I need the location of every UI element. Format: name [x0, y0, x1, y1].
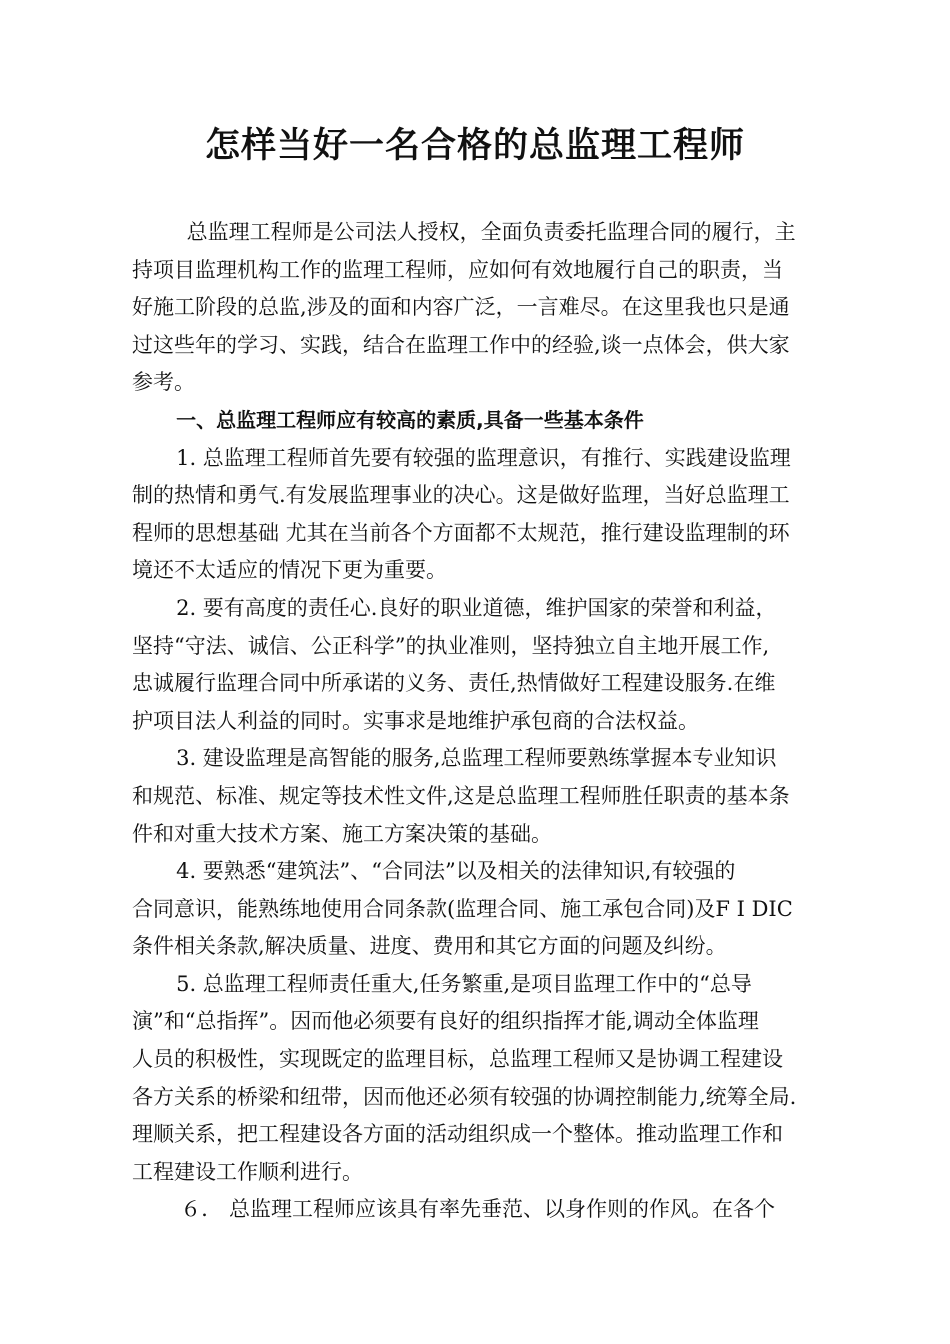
body-line: 境还不太适应的情况下更为重要。 [132, 558, 447, 583]
body-line: 1. 总监理工程师首先要有较强的监理意识，有推行、实践建设监理 [176, 445, 791, 470]
body-line: 条件相关条款,解决质量、进度、费用和其它方面的问题及纠纷。 [132, 934, 727, 959]
body-line: 各方关系的桥梁和纽带，因而他还必须有较强的协调控制能力,统筹全局. [132, 1084, 797, 1109]
document-body [132, 214, 852, 1229]
body-line: 忠诚履行监理合同中所承诺的义务、责任,热情做好工程建设服务.在维 [132, 671, 776, 696]
body-line: 参考。 [132, 370, 195, 395]
body-line: 和规范、标准、规定等技术性文件,这是总监理工程师胜任职责的基本条 [132, 783, 790, 808]
body-line: 合同意识，能熟练地使用合同条款(监理合同、施工承包合同)及F I DIC [132, 896, 793, 921]
body-line: 3. 建设监理是高智能的服务,总监理工程师要熟练掌握本专业知识 [176, 746, 777, 771]
body-line: 程师的思想基础 尤其在当前各个方面都不太规范，推行建设监理制的环 [132, 520, 790, 545]
body-line: 2. 要有高度的责任心.良好的职业道德，维护国家的荣誉和利益， [176, 595, 777, 620]
body-line: 总监理工程师是公司法人授权，全面负责委托监理合同的履行，主 [186, 220, 796, 244]
body-line: 坚持“守法、诚信、公正科学”的执业准则，坚持独立自主地开展工作, [132, 633, 770, 658]
body-line: 好施工阶段的总监,涉及的面和内容广泛，一言难尽。在这里我也只是通 [132, 295, 790, 320]
body-line: 演”和“总指挥”。因而他必须要有良好的组织指挥才能,调动全体监理 [132, 1009, 759, 1034]
body-line: ６． 总监理工程师应该具有率先垂范、以身作则的作风。在各个 [180, 1197, 775, 1222]
body-line: 制的热情和勇气.有发展监理事业的决心。这是做好监理，当好总监理工 [132, 483, 790, 508]
body-line: 4. 要熟悉“建筑法”、“合同法”以及相关的法律知识,有较强的 [176, 859, 736, 884]
body-line: 过这些年的学习、实践，结合在监理工作中的经验,谈一点体会，供大家 [132, 332, 790, 357]
body-line: 人员的积极性，实现既定的监理目标，总监理工程师又是协调工程建设 [132, 1047, 783, 1072]
document-title: 怎样当好一名合格的总监理工程师 [204, 126, 745, 166]
body-line: 持项目监理机构工作的监理工程师，应如何有效地履行自己的职责，当 [132, 257, 783, 282]
body-line: 护项目法人利益的同时。实事求是地维护承包商的合法权益。 [132, 708, 699, 733]
body-line: 5. 总监理工程师责任重大,任务繁重,是项目监理工作中的“总导 [176, 971, 752, 996]
body-line: 工程建设工作顺利进行。 [132, 1159, 363, 1184]
body-line: 件和对重大技术方案、施工方案决策的基础。 [132, 821, 552, 846]
section-heading: 一、总监理工程师应有较高的素质,具备一些基本条件 [176, 407, 644, 432]
body-line: 理顺关系，把工程建设各方面的活动组织成一个整体。推动监理工作和 [132, 1122, 783, 1147]
